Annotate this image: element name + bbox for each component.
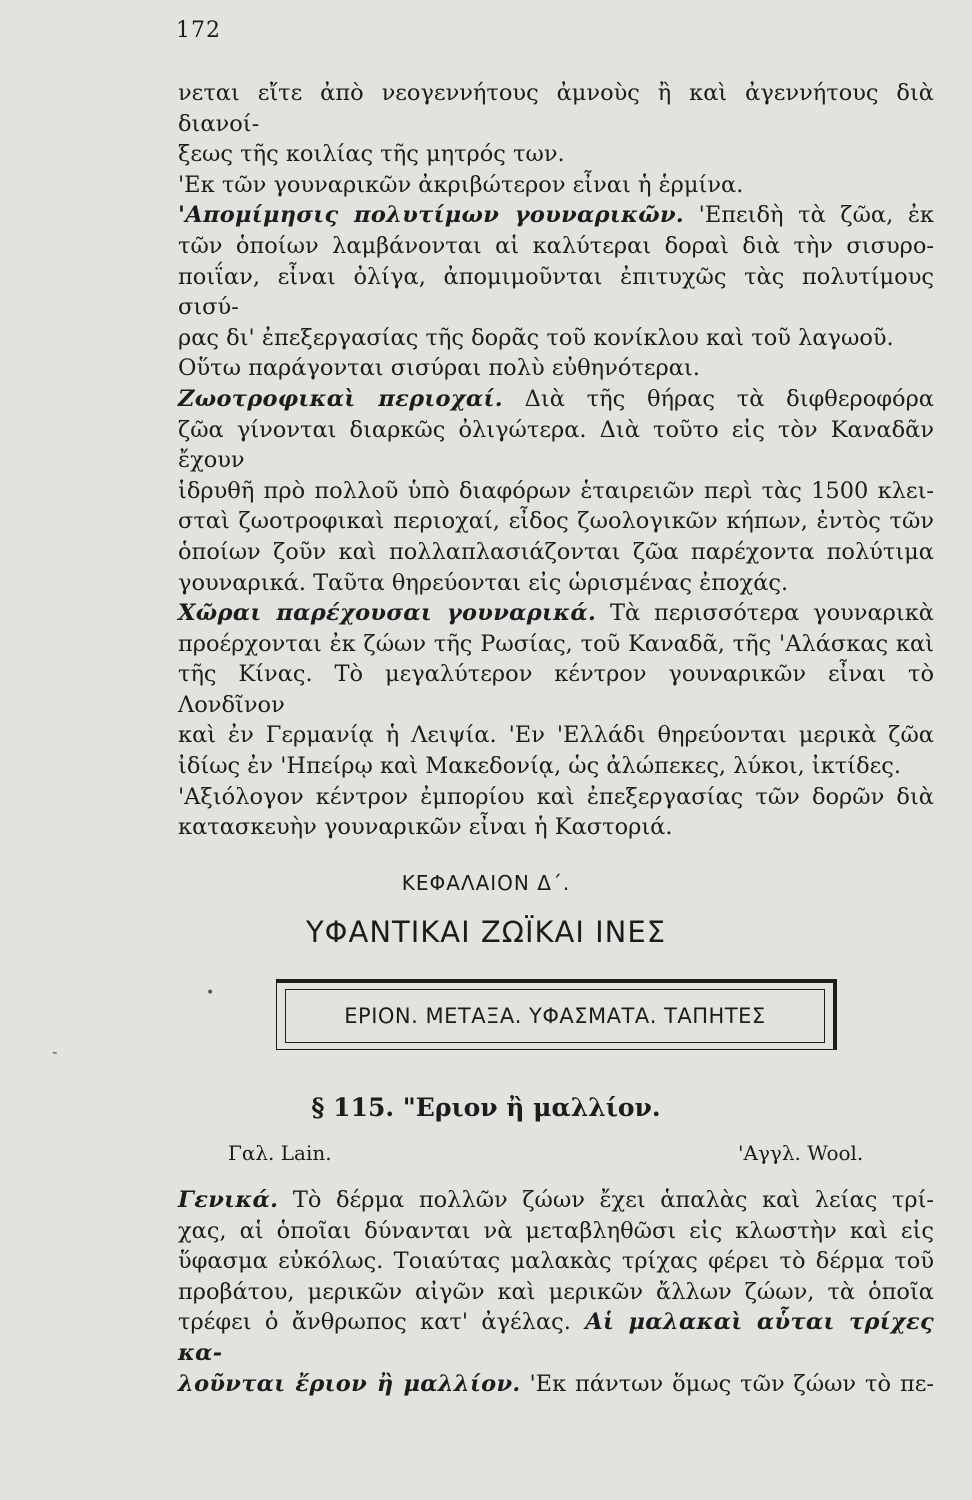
- line-text: καὶ ἐν Γερμανίᾳ ἡ Λειψία. 'Εν 'Ελλάδι θηρεύονται μερικὰ ζῶα: [178, 722, 934, 749]
- line-text: τῶν ὁποίων λαμβάνονται αἱ καλύτεραι δοραὶ διὰ τὴν σισυρο-: [178, 232, 934, 259]
- line-text: προέρχονται ἐκ ζώων τῆς Ρωσίας, τοῦ Καναδᾶ, τῆς 'Αλάσκας καὶ: [178, 630, 934, 657]
- text-line: [178, 1185, 934, 1216]
- text-line: [178, 78, 934, 139]
- text-line: [178, 568, 934, 599]
- text-line: [178, 415, 934, 476]
- inline-heading: 'Απομίμησις πολυτίμων γουναρικῶν.: [178, 202, 685, 229]
- line-text: σταὶ ζωοτροφικαὶ περιοχαί, εἶδος ζωολογικῶν κήπων, ἐντὸς τῶν: [178, 508, 934, 535]
- text-line: [178, 537, 934, 568]
- line-text: 'Εκ πάντων ὅμως τῶν ζώων τὸ πε-: [520, 1370, 934, 1397]
- english-term: 'Αγγλ. Wool.: [738, 1141, 864, 1165]
- line-text: 'Επειδὴ τὰ ζῶα, ἐκ: [684, 202, 934, 229]
- inline-heading: Γενικά.: [178, 1187, 279, 1213]
- line-text: προβάτου, μερικῶν αἰγῶν καὶ μερικῶν ἄλλων ζώων, τὰ ὁποῖα: [178, 1278, 934, 1305]
- text-line: [178, 139, 934, 170]
- text-line: [178, 782, 934, 813]
- line-text: γουναρικά. Ταῦτα θηρεύονται εἰς ὡρισμένας ἐποχάς.: [178, 569, 789, 596]
- line-text: ὕφασμα εὐκόλως. Τοιαύτας μαλακὰς τρίχας φέρει τὸ δέρμα τοῦ: [178, 1248, 934, 1275]
- line-text: ξεως τῆς κοιλίας τῆς μητρός των.: [178, 141, 565, 168]
- chapter-label: ΚΕΦΑΛΑΙΟΝ Δ΄.: [401, 871, 571, 895]
- text-line: [178, 170, 934, 201]
- line-text: 'Εκ τῶν γουναρικῶν ἀκριβώτερον εἶναι ἡ ἑρμίνα.: [178, 171, 744, 198]
- text-line: [178, 598, 934, 629]
- boxed-title: ΕΡΙΟΝ. ΜΕΤΑΞΑ. ΥΦΑΣΜΑΤΑ. ΤΑΠΗΤΕΣ: [285, 989, 825, 1043]
- line-text: Τὰ περισσότερα γουναρικὰ: [596, 600, 934, 627]
- text-line: [178, 384, 934, 415]
- text-line: [178, 353, 934, 384]
- text-line: [178, 506, 934, 537]
- stray-mark: -: [52, 1042, 58, 1061]
- line-text: ζῶα γίνονται διαρκῶς ὀλιγώτερα. Διὰ τοῦτο εἰς τὸν Καναδᾶν ἔχουν: [178, 416, 934, 474]
- chapter-title: ΥΦΑΝΤΙΚΑΙ ΖΩΪΚΑΙ ΙΝΕΣ: [305, 915, 667, 949]
- line-text: ἱδρυθῆ πρὸ πολλοῦ ὑπὸ διαφόρων ἑταιρειῶν περὶ τὰς 1500 κλει-: [178, 477, 934, 504]
- line-text: νεται εἴτε ἀπὸ νεογεννήτους ἀμνοὺς ἢ καὶ ἀγεννήτους διὰ διανοί-: [178, 80, 934, 137]
- text-line: [178, 659, 934, 720]
- line-text: τρέφει ὁ ἄνθρωπος κατ' ἀγέλας.: [178, 1309, 571, 1336]
- inline-heading: Αἱ μαλακαὶ αὗται τρίχες κα-: [178, 1309, 934, 1366]
- text-line: [178, 323, 934, 354]
- line-text: Διὰ τῆς θήρας τὰ διφθεροφόρα: [502, 385, 935, 412]
- inline-heading: λοῦνται ἔριον ἢ μαλλίον.: [178, 1370, 521, 1397]
- text-line: [178, 751, 934, 782]
- line-text: χας, αἱ ὁποῖαι δύνανται νὰ μεταβληθῶσι εἰς κλωστὴν καὶ εἰς: [178, 1217, 934, 1244]
- line-text: Οὕτω παράγονται σισύραι πολὺ εὐθηνότεραι.: [178, 355, 700, 382]
- text-line: [178, 1307, 934, 1368]
- text-line: [178, 262, 934, 323]
- text-block-lower: [178, 1185, 934, 1399]
- text-line: [178, 1277, 934, 1308]
- text-line: [178, 812, 934, 843]
- french-term: Γαλ. Lain.: [228, 1141, 332, 1165]
- line-text: ἰδίως ἐν 'Ηπείρῳ καὶ Μακεδονίᾳ, ὡς ἀλώπεκες, λύκοι, ἰκτίδες.: [178, 753, 902, 780]
- line-text: ρας δι' ἐπεξεργασίας τῆς δορᾶς τοῦ κονίκλου καὶ τοῦ λαγωοῦ.: [178, 324, 894, 351]
- line-text: Τὸ δέρμα πολλῶν ζώων ἔχει ἁπαλὰς καὶ λείας τρί-: [278, 1187, 934, 1213]
- page-number: 172: [176, 18, 221, 43]
- line-text: κατασκευὴν γουναρικῶν εἶναι ἡ Καστοριά.: [178, 814, 673, 841]
- line-text: 'Αξιόλογον κέντρον ἐμπορίου καὶ ἐπεξεργασίας τῶν δορῶν διὰ: [178, 783, 934, 810]
- line-text: ποιΐαν, εἶναι ὀλίγα, ἀπομιμοῦνται ἐπιτυχῶς τὰς πολυτίμους σισύ-: [178, 263, 934, 321]
- text-block-upper: [178, 78, 934, 843]
- text-line: [178, 476, 934, 507]
- text-line: [178, 720, 934, 751]
- text-line: [178, 231, 934, 262]
- text-line: [178, 1216, 934, 1247]
- line-text: ὁποίων ζοῦν καὶ πολλαπλασιάζονται ζῶα παρέχοντα πολύτιμα: [178, 538, 934, 565]
- text-line: [178, 1246, 934, 1277]
- text-line: [178, 200, 934, 231]
- inline-heading: Χῶραι παρέχουσαι γουναρικά.: [178, 600, 597, 627]
- line-text: τῆς Κίνας. Τὸ μεγαλύτερον κέντρον γουναρικῶν εἶναι τὸ Λονδῖνον: [178, 661, 934, 718]
- section-heading: § 115. "Εριον ἢ μαλλίον.: [311, 1093, 661, 1122]
- text-line: [178, 629, 934, 660]
- text-line: [178, 1369, 934, 1400]
- boxed-title-frame: [276, 979, 837, 1050]
- stray-dot: •: [206, 985, 215, 1001]
- inline-heading: Ζωοτροφικαὶ περιοχαί.: [178, 385, 503, 412]
